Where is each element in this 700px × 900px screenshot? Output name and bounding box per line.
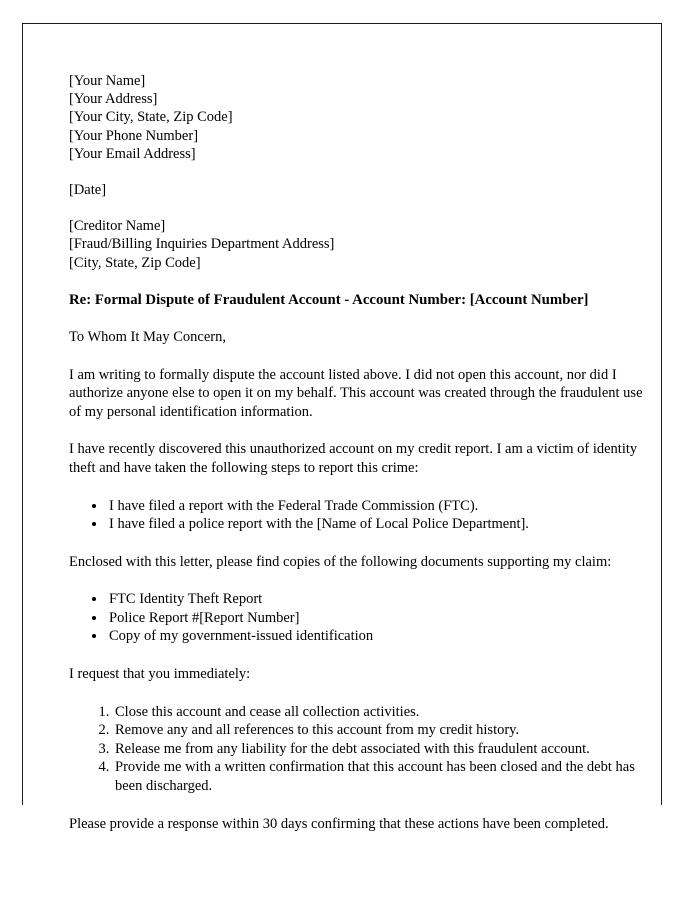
salutation: To Whom It May Concern, [69,329,226,346]
sender-address-block [69,72,651,163]
recipient-name-line: [Creditor Name] [69,218,166,235]
list-item: • Copy of my government-issued identification [107,627,651,646]
steps-taken-list [69,497,651,534]
paragraph-enclosures-intro: Enclosed with this letter, please find copies of the following documents supporting my claim: [69,553,612,570]
list-item: 3. Release me from any liability for the debt associated with this fraudulent account. [113,740,651,759]
paragraph-identity-theft-steps-intro: I have recently discovered this unauthorized account on my credit report. I am a victim of identity theft and have taken the following steps to report this crime: [69,441,638,476]
list-item: • FTC Identity Theft Report [107,590,651,609]
sender-phone-line: [Your Phone Number] [69,127,199,144]
paragraph-dispute-statement: I am writing to formally dispute the account listed above. I did not open this account, nor did I authorize anyone else to open it on my behalf. This account was created through the fraudulent use of my personal identification information. [69,366,643,420]
enclosures-list [69,590,651,646]
sender-street-line: [Your Address] [69,91,158,108]
list-item: • I have filed a report with the Federal Trade Commission (FTC). [107,497,651,516]
list-item: 2. Remove any and all references to this account from my credit history. [113,721,651,740]
sender-city-state-zip-line: [Your City, State, Zip Code] [69,109,233,126]
paragraph-response-deadline: Please provide a response within 30 days confirming that these actions have been completed. [69,815,609,832]
subject-line: Re: Formal Dispute of Fraudulent Account - Account Number: [Account Number] [69,291,589,308]
letter-content [69,72,651,833]
sender-email-line: [Your Email Address] [69,145,196,162]
list-item: 1. Close this account and cease all collection activities. [113,703,651,722]
requested-actions-list [69,703,651,796]
date-line: [Date] [69,182,107,199]
recipient-department-line: [Fraud/Billing Inquiries Department Address] [69,236,335,253]
list-item: 4. Provide me with a written confirmation that this account has been closed and the debt has been discharged. [113,758,651,795]
document-page [22,23,662,832]
recipient-city-state-zip-line: [City, State, Zip Code] [69,254,201,271]
list-item: • I have filed a police report with the [Name of Local Police Department]. [107,515,651,534]
list-item: • Police Report #[Report Number] [107,609,651,628]
recipient-address-block [69,217,651,272]
paragraph-requests-intro: I request that you immediately: [69,666,251,683]
sender-name-line: [Your Name] [69,73,146,89]
